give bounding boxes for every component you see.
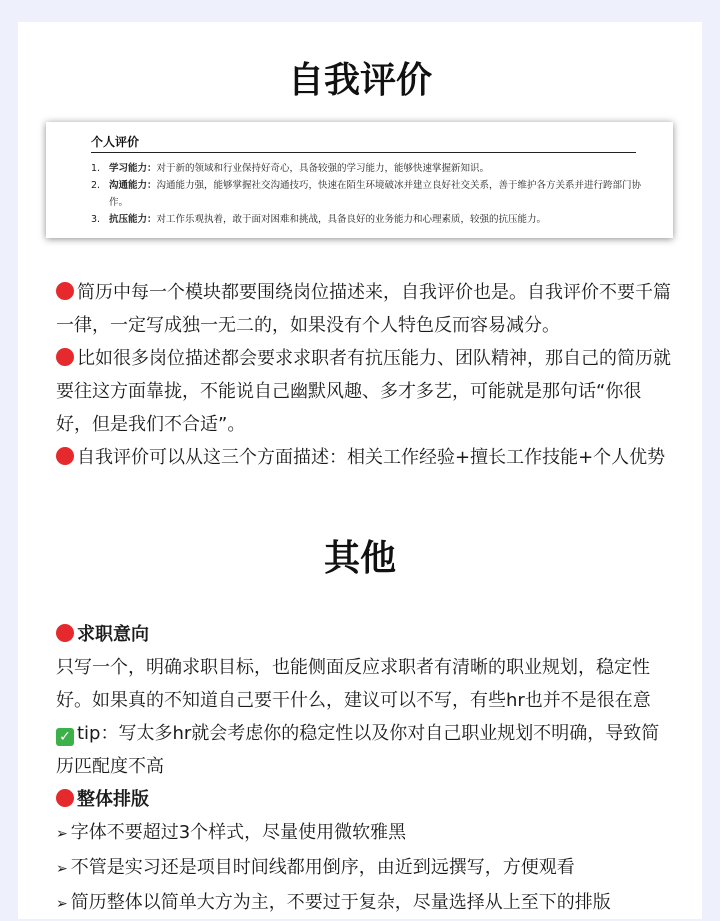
card-list (91, 160, 646, 228)
job-intent-heading (56, 618, 676, 651)
layout-heading (56, 783, 676, 816)
red-circle-icon (56, 789, 74, 807)
red-circle-icon (56, 624, 74, 642)
layout-bullet (56, 851, 676, 886)
tip-paragraph (56, 717, 676, 783)
paragraph (56, 276, 676, 342)
layout-bullet (56, 886, 676, 921)
paragraph-text: 比如很多岗位描述都会要求求职者有抗压能力、团队精神，那自己的简历就要往这方面靠拢，不能说自己幽默风趣、多才多艺，可能就是那句话“你很好，但是我们不合适”。 (56, 348, 671, 435)
layout-bullet (56, 816, 676, 851)
card-item (91, 160, 646, 177)
red-circle-icon (56, 348, 74, 366)
card-item-text: 对工作乐观执着，敢于面对困难和挑战，具备良好的业务能力和心理素质，较强的抗压能力。 (156, 214, 547, 225)
card-item-label: 学习能力： (109, 163, 157, 174)
card-item-number: 2. (91, 180, 101, 191)
other-body (56, 618, 676, 921)
card-item-number: 1. (91, 163, 101, 174)
bullet-text: 不管是实习还是项目时间线都用倒序，由近到远撰写，方便观看 (70, 857, 575, 878)
document-page (18, 22, 702, 919)
tip-text: tip：写太多hr就会考虑你的稳定性以及你对自己职业规划不明确，导致简历匹配度不高 (56, 723, 660, 777)
arrow-right-icon: ➢ (56, 861, 68, 877)
card-item-label: 沟通能力： (109, 180, 157, 191)
card-item-number: 3. (91, 214, 101, 225)
arrow-right-icon: ➢ (56, 896, 68, 912)
card-item (91, 211, 646, 228)
red-circle-icon (56, 447, 74, 465)
card-item-text: 沟通能力强，能够掌握社交沟通技巧，快速在陌生环境破冰并建立良好社交关系，善于维护各方关系并进行跨部门协作。 (109, 180, 642, 208)
red-circle-icon (56, 282, 74, 300)
paragraph (56, 342, 676, 441)
check-mark-icon: ✓ (56, 728, 74, 746)
card-item-label: 抗压能力： (109, 214, 157, 225)
card-item-text: 对于新的领域和行业保持好奇心，具备较强的学习能力，能够快速掌握新知识。 (156, 163, 490, 174)
card-heading: 个人评价 (91, 135, 140, 149)
self-evaluation-body (56, 276, 676, 474)
other-title: 其他 (323, 538, 396, 579)
self-evaluation-title: 自我评价 (287, 60, 432, 101)
bullet-text: 简历整体以简单大方为主，不要过于复杂，尽量选择从上至下的排版 (70, 892, 611, 913)
arrow-right-icon: ➢ (56, 826, 68, 842)
resume-example-card (46, 122, 673, 238)
heading-text: 整体排版 (77, 789, 149, 810)
paragraph-text: 自我评价可以从这三个方面描述：相关工作经验+擅长工作技能+个人优势 (77, 447, 666, 468)
paragraph-text: 简历中每一个模块都要围绕岗位描述来，自我评价也是。自我评价不要千篇一律，一定写成独一无二的，如果没有个人特色反而容易减分。 (56, 282, 671, 336)
heading-text: 求职意向 (77, 624, 149, 645)
bullet-text: 字体不要超过3个样式，尽量使用微软雅黑 (70, 822, 407, 843)
card-item (91, 177, 646, 211)
card-divider (91, 152, 636, 153)
job-intent-text: 只写一个，明确求职目标，也能侧面反应求职者有清晰的职业规划，稳定性好。如果真的不知道自己要干什么，建议可以不写，有些hr也并不是很在意 (56, 657, 651, 711)
paragraph (56, 441, 676, 474)
